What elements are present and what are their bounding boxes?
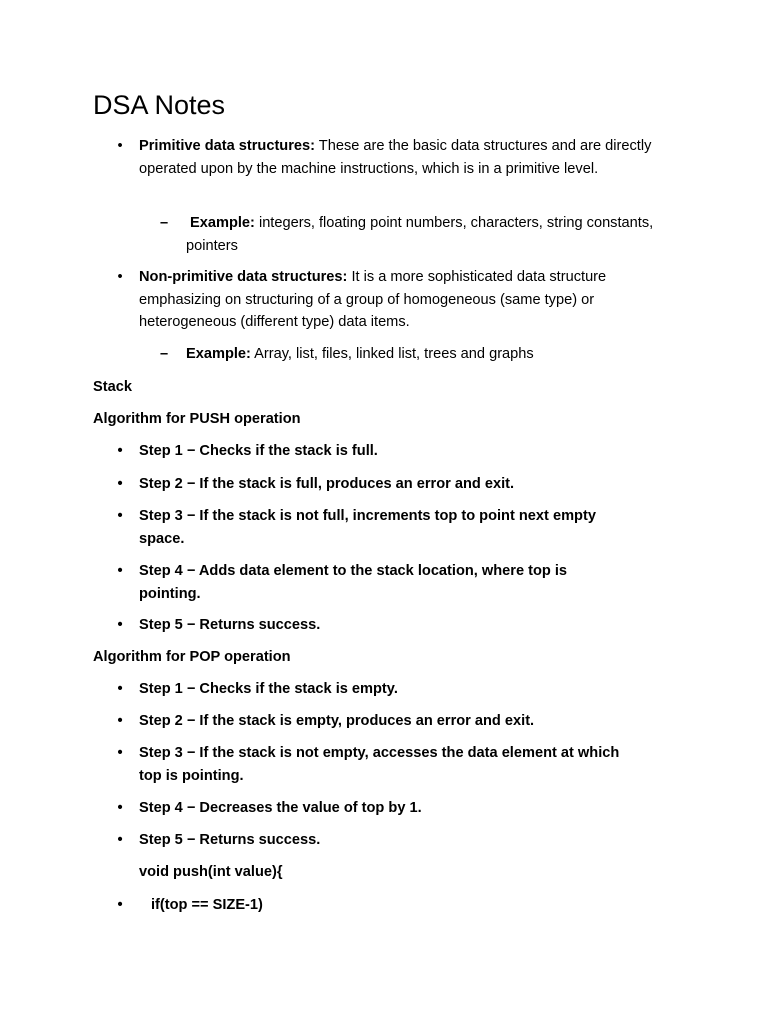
pop-step-5 <box>117 829 679 852</box>
stack-heading: Stack <box>93 379 132 395</box>
term-label: Non-primitive data structures: <box>139 269 348 285</box>
bullet-icon: • <box>117 269 123 285</box>
list-item-non-primitive <box>117 266 679 334</box>
example-label: Example: <box>186 346 251 362</box>
pop-step-4 <box>117 797 679 820</box>
code-line-1: void push(int value){ <box>139 864 283 880</box>
list-item-primitive <box>117 135 679 180</box>
bullet-icon: • <box>117 443 123 459</box>
pop-step-3 <box>117 742 639 787</box>
example-text: integers, floating point numbers, characters, string constants, pointers <box>186 215 654 254</box>
dash-icon: – <box>160 215 169 231</box>
push-step-5 <box>117 614 679 637</box>
bullet-icon: • <box>117 800 123 816</box>
pop-heading: Algorithm for POP operation <box>93 649 291 665</box>
code-line-2-item <box>117 894 679 917</box>
push-step-2 <box>117 473 679 496</box>
push-step-1 <box>117 440 679 463</box>
term-description: It is a more sophisticated data structure emphasizing on structuring of a group of homogeneous (same type) or heterogeneous (different type) data items. <box>139 269 607 330</box>
step-text: Step 2 − If the stack is empty, produces an error and exit. <box>139 713 535 729</box>
push-step-4 <box>117 560 619 605</box>
bullet-icon: • <box>117 617 123 633</box>
code-line-2: if(top == SIZE-1) <box>151 897 263 913</box>
bullet-icon: • <box>117 832 123 848</box>
push-heading: Algorithm for PUSH operation <box>93 411 301 427</box>
dash-icon: – <box>160 346 169 362</box>
example-item-primitive <box>160 212 666 257</box>
pop-step-2 <box>117 710 679 733</box>
example-label: Example: <box>190 215 255 231</box>
step-text: Step 1 − Checks if the stack is full. <box>139 443 378 459</box>
bullet-icon: • <box>117 713 123 729</box>
bullet-icon: • <box>117 681 123 697</box>
pop-step-1 <box>117 678 679 701</box>
step-text: Step 3 − If the stack is not empty, accesses the data element at which top is pointing. <box>139 745 620 784</box>
step-text: Step 2 − If the stack is full, produces an error and exit. <box>139 476 515 492</box>
page-title: DSA Notes <box>93 90 226 120</box>
step-text: Step 4 − Decreases the value of top by 1. <box>139 800 422 816</box>
example-text: Array, list, files, linked list, trees and graphs <box>250 346 534 362</box>
step-text: Step 1 − Checks if the stack is empty. <box>139 681 398 697</box>
step-text: Step 5 − Returns success. <box>139 832 321 848</box>
term-label: Primitive data structures: <box>139 138 315 154</box>
term-description: These are the basic data structures and are directly operated upon by the machine instructions, which is in a primitive level. <box>139 138 652 177</box>
step-text: Step 4 − Adds data element to the stack location, where top is pointing. <box>139 563 568 602</box>
bullet-icon: • <box>117 745 123 761</box>
step-text: Step 3 − If the stack is not full, increments top to point next empty space. <box>139 508 596 547</box>
bullet-icon: • <box>117 563 123 579</box>
example-item-non-primitive <box>160 343 666 366</box>
push-step-3 <box>117 505 639 550</box>
bullet-icon: • <box>117 476 123 492</box>
bullet-icon: • <box>117 138 123 154</box>
step-text: Step 5 − Returns success. <box>139 617 321 633</box>
bullet-icon: • <box>117 508 123 524</box>
bullet-icon: • <box>117 897 123 913</box>
